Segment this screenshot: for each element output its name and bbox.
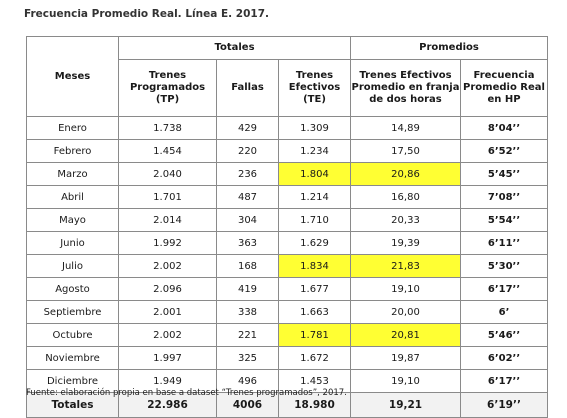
header-trenes-efectivos-promedio: Trenes Efectivos Promedio en franja de dos horas xyxy=(351,60,461,117)
cell-freq: 6’02’’ xyxy=(461,347,548,370)
cell-te: 1.672 xyxy=(279,347,351,370)
table-row xyxy=(27,301,548,324)
cell-te: 1.629 xyxy=(279,232,351,255)
cell-tef: 17,50 xyxy=(351,140,461,163)
cell-te-highlighted: 1.834 xyxy=(279,255,351,278)
totals-tef: 19,21 xyxy=(351,393,461,418)
cell-freq: 6’ xyxy=(461,301,548,324)
table-row xyxy=(27,209,548,232)
cell-tp: 1.454 xyxy=(119,140,217,163)
cell-mes: Enero xyxy=(27,117,119,140)
cell-te: 1.677 xyxy=(279,278,351,301)
cell-tp: 2.014 xyxy=(119,209,217,232)
cell-fallas: 429 xyxy=(217,117,279,140)
cell-mes: Julio xyxy=(27,255,119,278)
cell-freq: 6’17’’ xyxy=(461,278,548,301)
totals-tp: 22.986 xyxy=(119,393,217,418)
cell-tp: 2.096 xyxy=(119,278,217,301)
cell-fallas: 304 xyxy=(217,209,279,232)
cell-freq: 6’11’’ xyxy=(461,232,548,255)
cell-tp: 1.738 xyxy=(119,117,217,140)
cell-freq: 5’30’’ xyxy=(461,255,548,278)
cell-mes: Noviembre xyxy=(27,347,119,370)
cell-mes: Septiembre xyxy=(27,301,119,324)
cell-tp: 1.992 xyxy=(119,232,217,255)
cell-freq: 8’04’’ xyxy=(461,117,548,140)
source-note: Fuente: elaboración propia en base a dataset “Trenes programados”, 2017. xyxy=(26,388,347,398)
totals-te: 18.980 xyxy=(279,393,351,418)
header-trenes-efectivos: Trenes Efectivos (TE) xyxy=(279,60,351,117)
cell-fallas: 419 xyxy=(217,278,279,301)
cell-fallas: 168 xyxy=(217,255,279,278)
cell-fallas: 487 xyxy=(217,186,279,209)
cell-te: 1.663 xyxy=(279,301,351,324)
cell-tp: 1.949 xyxy=(119,370,217,393)
header-frecuencia-promedio: Frecuencia Promedio Real en HP xyxy=(461,60,548,117)
cell-tp: 2.040 xyxy=(119,163,217,186)
header-fallas: Fallas xyxy=(217,60,279,117)
cell-tef: 19,87 xyxy=(351,347,461,370)
table-row xyxy=(27,186,548,209)
cell-tef: 20,00 xyxy=(351,301,461,324)
cell-freq: 5’54’’ xyxy=(461,209,548,232)
cell-fallas: 325 xyxy=(217,347,279,370)
cell-tp: 1.997 xyxy=(119,347,217,370)
cell-mes: Mayo xyxy=(27,209,119,232)
cell-tef-highlighted: 21,83 xyxy=(351,255,461,278)
cell-mes: Agosto xyxy=(27,278,119,301)
cell-te: 1.309 xyxy=(279,117,351,140)
cell-tef-highlighted: 20,81 xyxy=(351,324,461,347)
cell-mes: Octubre xyxy=(27,324,119,347)
cell-tp: 2.001 xyxy=(119,301,217,324)
cell-tp: 2.002 xyxy=(119,324,217,347)
cell-tef-highlighted: 20,86 xyxy=(351,163,461,186)
cell-tef: 19,39 xyxy=(351,232,461,255)
cell-tef: 19,10 xyxy=(351,278,461,301)
table-title: Frecuencia Promedio Real. Línea E. 2017. xyxy=(24,8,269,20)
table-row xyxy=(27,232,548,255)
cell-tef: 14,89 xyxy=(351,117,461,140)
cell-mes: Marzo xyxy=(27,163,119,186)
table-row xyxy=(27,324,548,347)
frequency-table xyxy=(26,36,548,418)
cell-fallas: 338 xyxy=(217,301,279,324)
cell-te-highlighted: 1.804 xyxy=(279,163,351,186)
cell-te: 1.214 xyxy=(279,186,351,209)
cell-freq: 6’52’’ xyxy=(461,140,548,163)
cell-tp: 1.701 xyxy=(119,186,217,209)
cell-mes: Junio xyxy=(27,232,119,255)
cell-fallas: 496 xyxy=(217,370,279,393)
cell-mes: Febrero xyxy=(27,140,119,163)
cell-freq: 6’17’’ xyxy=(461,370,548,393)
header-promedios: Promedios xyxy=(351,37,548,60)
table-row xyxy=(27,278,548,301)
cell-tef: 20,33 xyxy=(351,209,461,232)
table-row xyxy=(27,140,548,163)
cell-tp: 2.002 xyxy=(119,255,217,278)
cell-te-highlighted: 1.781 xyxy=(279,324,351,347)
cell-te: 1.710 xyxy=(279,209,351,232)
totals-label: Totales xyxy=(27,393,119,418)
cell-mes: Abril xyxy=(27,186,119,209)
table-row xyxy=(27,255,548,278)
table-row xyxy=(27,163,548,186)
header-totales: Totales xyxy=(119,37,351,60)
cell-fallas: 220 xyxy=(217,140,279,163)
cell-tef: 19,10 xyxy=(351,370,461,393)
cell-tef: 16,80 xyxy=(351,186,461,209)
cell-fallas: 363 xyxy=(217,232,279,255)
cell-freq: 5’45’’ xyxy=(461,163,548,186)
table-row xyxy=(27,117,548,140)
table-row xyxy=(27,347,548,370)
totals-freq: 6’19’’ xyxy=(461,393,548,418)
cell-fallas: 236 xyxy=(217,163,279,186)
cell-freq: 7’08’’ xyxy=(461,186,548,209)
totals-fallas: 4006 xyxy=(217,393,279,418)
cell-freq: 5’46’’ xyxy=(461,324,548,347)
header-meses: Meses xyxy=(27,37,119,117)
cell-mes: Diciembre xyxy=(27,370,119,393)
header-trenes-programados: Trenes Programados (TP) xyxy=(119,60,217,117)
cell-fallas: 221 xyxy=(217,324,279,347)
cell-te: 1.234 xyxy=(279,140,351,163)
cell-te: 1.453 xyxy=(279,370,351,393)
